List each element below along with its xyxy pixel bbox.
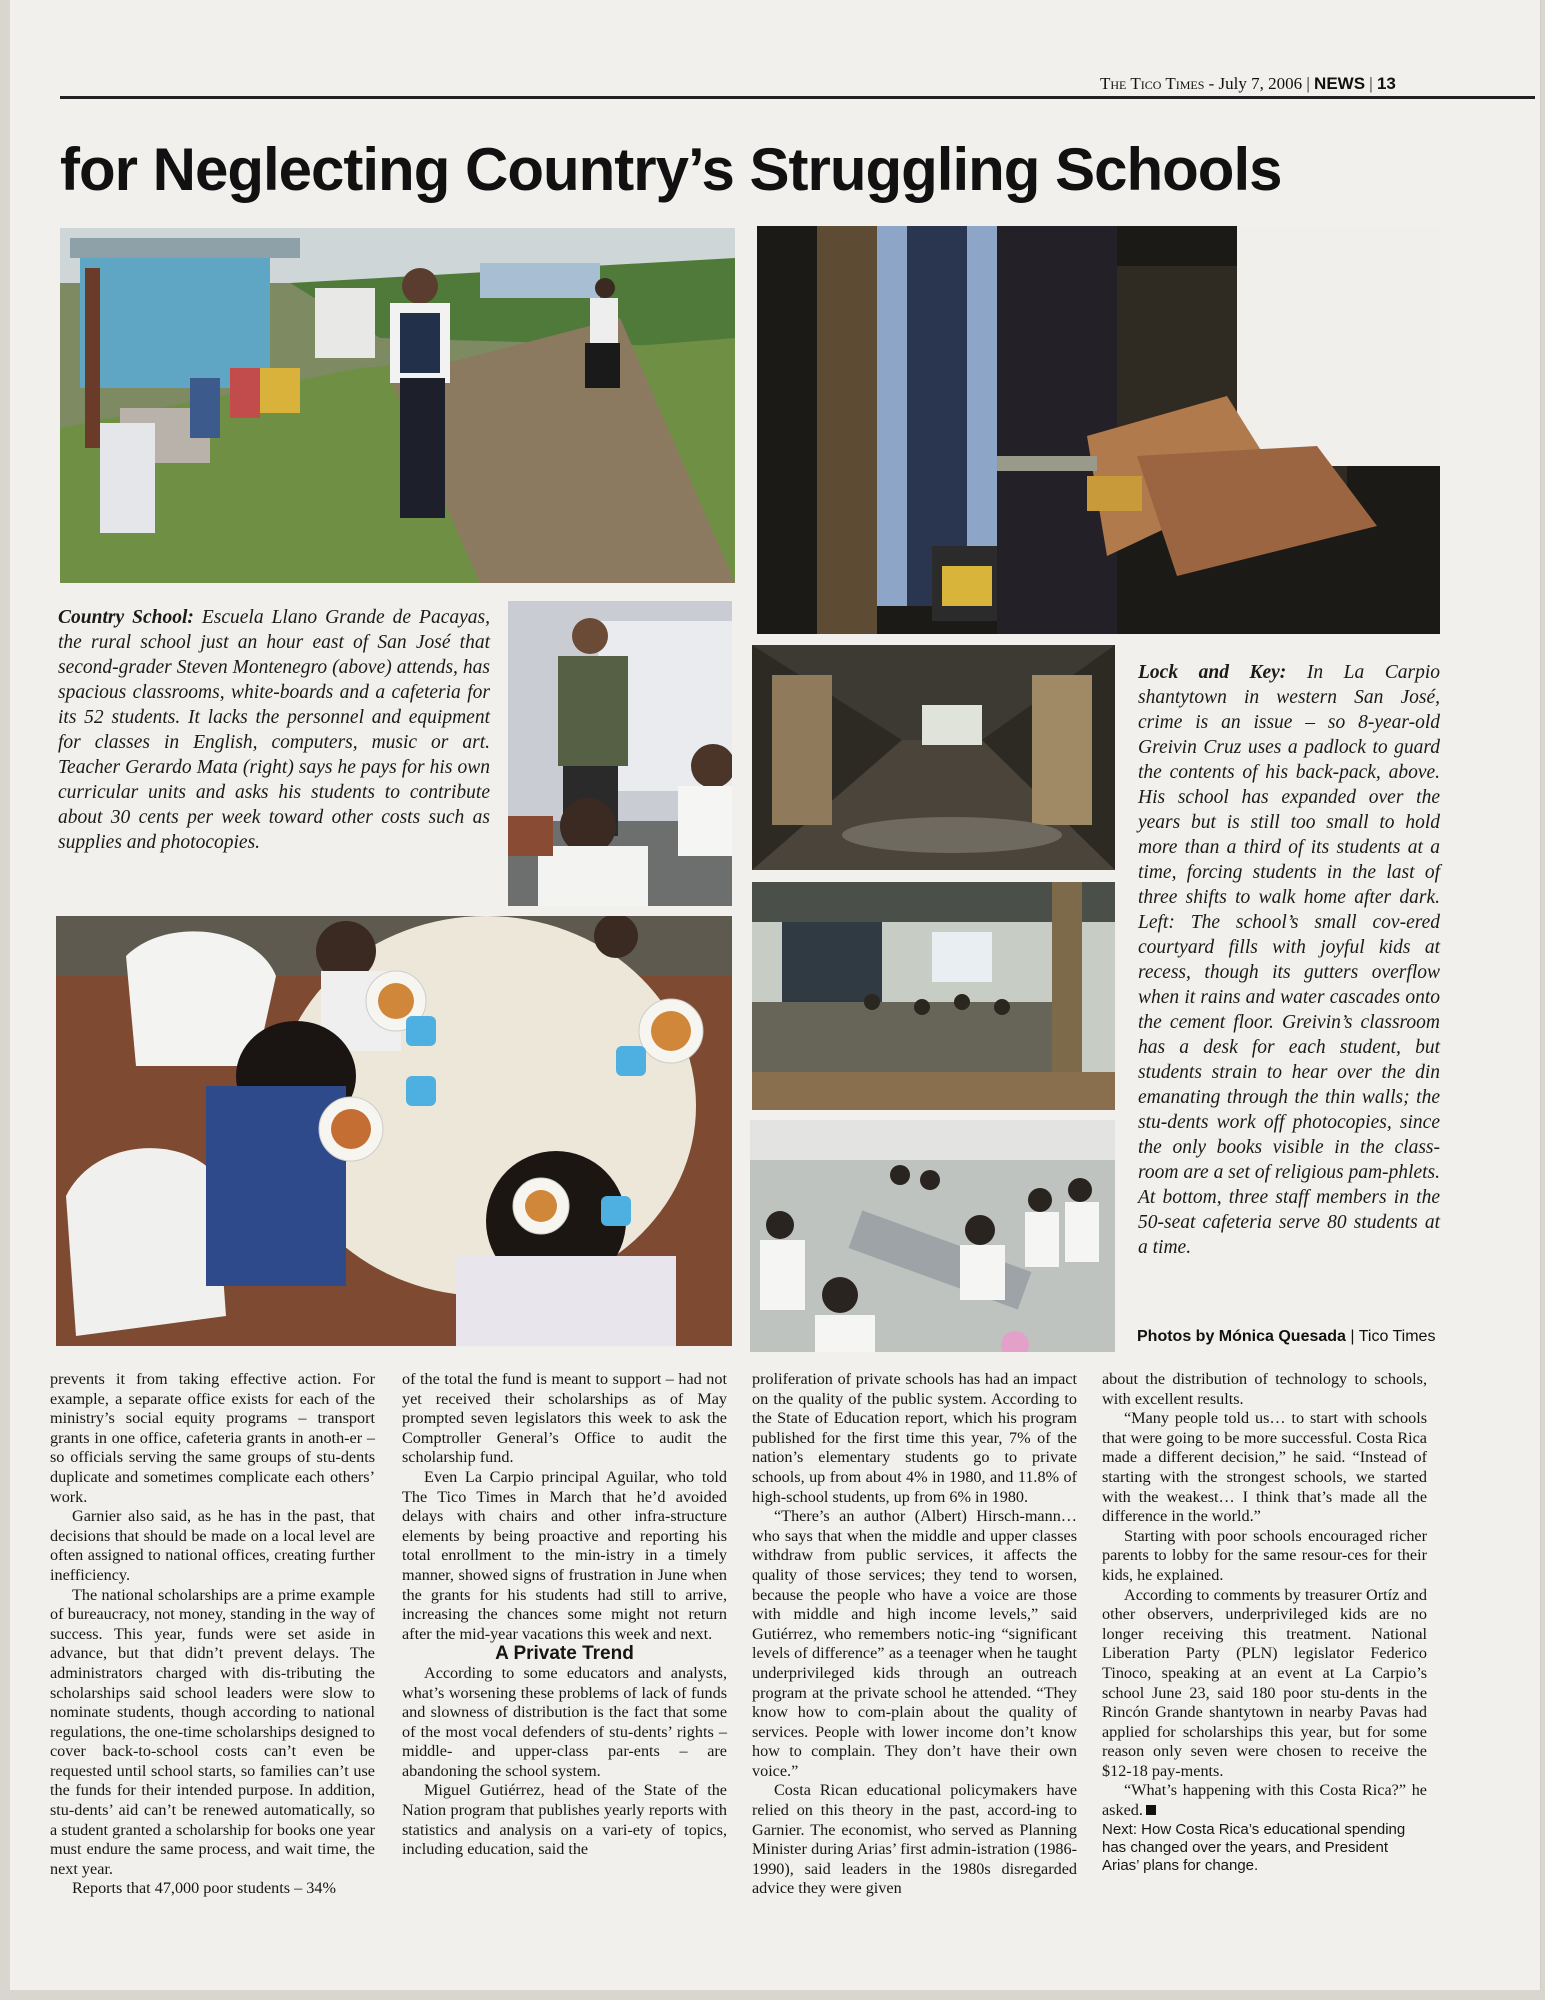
credit-org: Tico Times	[1358, 1328, 1436, 1345]
masthead-page-number: 13	[1376, 74, 1396, 93]
masthead-bar: |	[1306, 74, 1315, 93]
end-mark	[1146, 1805, 1156, 1815]
masthead-bar: |	[1369, 74, 1377, 93]
article-column-2	[402, 1370, 727, 1860]
article-column-1	[50, 1370, 375, 1899]
masthead-paper: The Tico Times	[1100, 74, 1205, 93]
masthead-sep: -	[1208, 74, 1219, 93]
article-subhead: A Private Trend	[495, 1643, 634, 1665]
next-teaser: Next: How Costa Rica’s educational spending has changed over the years, and President Arias’ plans for change.	[1102, 1820, 1406, 1874]
masthead-date: July 7, 2006	[1218, 74, 1303, 93]
caption-country-school	[58, 605, 490, 855]
photo-lunch-table	[56, 916, 732, 1346]
article-paragraph: Garnier also said, as he has in the past, that decisions that should be made on a local level are often assigned to national offices, creating further inefficiency.	[50, 1507, 375, 1584]
article-column-4	[1102, 1370, 1427, 1875]
masthead	[1100, 74, 1396, 94]
caption-country-text: Escuela Llano Grande de Pacayas, the rural school just an hour east of San José that second-grader Steven Montenegro (above) attends, has spacious classrooms, white-boards and a cafeteria for its 52 students. It lacks the personnel and equipment for classes in English, computers, music or art. Teacher Gerardo Mata (right) says he pays for his own curricular units and asks his students to contribute about 30 cents per week toward other costs such as supplies and photocopies.	[58, 607, 490, 853]
photo-cafeteria	[750, 1120, 1115, 1352]
credit-bar: |	[1350, 1328, 1359, 1345]
article-paragraph	[1102, 1781, 1427, 1820]
article-paragraph: proliferation of private schools has had an impact on the quality of the public system. According to the State of Education report, which his program published for the first time this year, 7% of the nation’s elementary students go to private schools, up from about 4% in 1980, and 11.8% of high-school students, up from 6% in 1980.	[752, 1370, 1077, 1506]
article-paragraph: “There’s an author (Albert) Hirsch-mann… who says that when the middle and upper classes withdraw from public services, it affects the quality of those services; they tend to worsen, because the people who have a voice are those with middle and high income levels,” said Gutiérrez, who remembers notic-ing “significant levels of difference” as a teenager when he taught underprivileged kids through an outreach program at the private school he attended. “They know how to com-plain about the quality of services. People with lower income don’t know how to complain. They don’t have their own voice.”	[752, 1507, 1077, 1780]
photo-covered-courtyard	[752, 645, 1115, 870]
article-paragraph: The national scholarships are a prime example of bureaucracy, not money, standing in the way of success. This year, funds were set aside in advance, but that didn’t prevent delays. The administrators charged with dis-tributing the scholarships said school leaders were slow to nominate students, though according to national regulations, the one-time scholarships designed to cover back-to-school costs can’t even be requested until school starts, so families can’t use the funds for their intended purpose. In addition, stu-dents’ aid can’t be renewed automatically, so a student granted a scholarship for books one year must endure the same process, and wait time, the next year.	[50, 1585, 375, 1878]
article-paragraph: According to some educators and analysts, what’s worsening these problems of lack of funds and slowness of distribution is the fact that some of the most vocal defenders of stu-dents’ rights – middle- and upper-class par-ents – are abandoning the school system.	[402, 1663, 727, 1780]
masthead-section: NEWS	[1314, 74, 1366, 93]
article-paragraph: Reports that 47,000 poor students – 34%	[72, 1879, 336, 1898]
article-paragraph: According to comments by treasurer Ortíz and other observers, underprivileged kids are no longer receiving this treatment. National Liberation Party (PLN) legislator Federico Tinoco, speaking at an event at La Carpio’s school June 23, said 180 poor stu-dents in the Rincón Grande shantytown in nearby Pavas had applied for scholarships this year, but for some reason only seven were chosen to receive the $12-18 pay-ments.	[1102, 1585, 1427, 1780]
photo-padlock-backpack	[757, 226, 1440, 634]
article-paragraph: Costa Rican educational policymakers have relied on this theory in the past, accord-ing to Garnier. The economist, who served as Planning Minister during Arias’ first admin-istration (1986-1990), said leaders in the 1980s disregarded advice they were given	[752, 1781, 1077, 1898]
photo-rural-school-path	[60, 228, 735, 583]
article-paragraph: Even La Carpio principal Aguilar, who told The Tico Times in March that he’d avoided delays with chairs and other infra-structure elements by being proactive and reporting his total enrollment to the min-istry in a timely manner, showed signs of frustration in June when the grants for his students had still to arrive, increasing the chances some might not return after the mid-year vacations this week and next.	[402, 1467, 727, 1643]
headline: for Neglecting Country’s Struggling Schools	[60, 136, 1282, 203]
photo-teacher-classroom	[508, 601, 732, 906]
article-paragraph: Starting with poor schools encouraged richer parents to lobby for the same resour-ces for their kids, he explained.	[1102, 1526, 1427, 1584]
article-paragraph: “Many people told us… to start with schools that were going to be more successful. Costa Rica made a different decision,” he said. “Instead of starting with the strongest schools, we started with the weakest… I think that’s made all the difference in the world.”	[1102, 1409, 1427, 1526]
caption-lock-text: In La Carpio shantytown in western San José, crime is an issue – so 8-year-old Greivin Cruz uses a padlock to guard the contents of his back-pack, above. His school has expanded over the years but is still too small to hold more than a third of its students at a time, forcing students in the last of three shifts to walk home after dark. Left: The school’s small cov-ered courtyard fills with joyful kids at recess, though its gutters overflow when it rains and water cascades onto the cement floor. Greivin’s classroom has a desk for each student, but students strain to hear over the din emanating through the thin walls; the stu-dents work off photocopies, since the only books visible in the class-room are a set of religious pam-phlets. At bottom, three staff members in the 50-seat cafeteria serve 80 students at a time.	[1138, 662, 1440, 1258]
article-paragraph: Miguel Gutiérrez, head of the State of the Nation program that publishes yearly reports with statistics and analysis on a vari-ety of topics, including education, said the	[402, 1781, 727, 1859]
top-rule	[60, 96, 1535, 99]
photo-crowded-classroom	[752, 882, 1115, 1110]
article-column-3	[752, 1370, 1077, 1899]
article-last-line: “What’s happening with this Costa Rica?” he asked.	[1102, 1781, 1427, 1820]
article-paragraph: prevents it from taking effective action. For example, a separate office exists for each of the ministry’s social equity programs – transport grants in one office, cafeteria grants in anoth-er – so officials serving the same groups of stu-dents duplicate and sometimes complicate each others’ work.	[50, 1370, 375, 1506]
photo-credit	[1137, 1328, 1435, 1346]
article-paragraph: of the total the fund is meant to support – had not yet received their scholarships as of May prompted seven legislators this week to ask the Comptroller General’s Office to audit the scholarship fund.	[402, 1370, 727, 1467]
caption-lock-label: Lock and Key:	[1138, 662, 1287, 683]
credit-name: Photos by Mónica Quesada	[1137, 1328, 1346, 1345]
article-paragraph: about the distribution of technology to schools, with excellent results.	[1102, 1370, 1427, 1408]
caption-country-label: Country School:	[58, 607, 194, 628]
caption-lock-and-key	[1138, 660, 1440, 1260]
